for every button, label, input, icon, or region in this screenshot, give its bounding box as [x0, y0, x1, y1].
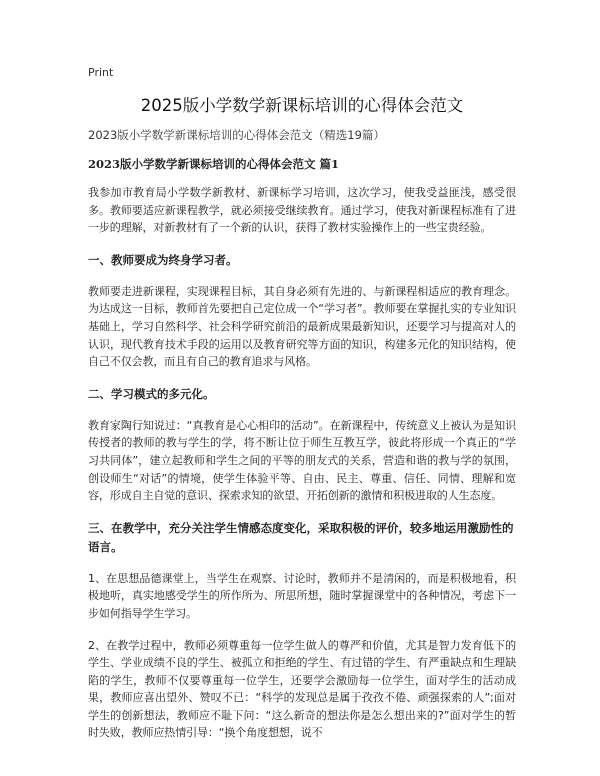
paragraph-intro: 我参加市教育局小学数学新教材、新课标学习培训，这次学习，使我受益匪浅，感受很多。教师要适应新课程教学，就必须接受继续教育。通过学习，使我对新课程标准有了进一步的理解，对新教材有了一个新的认识，获得了教材实验操作上的一些宝贵经验。 — [88, 186, 516, 235]
paragraph-point-1: 1、在思想品德课堂上，当学生在观察、讨论时，教师并不是清闲的，而是积极地看，积极地听，真实地感受学生的所作所为、所思所想，随时掌握课堂中的各种情况，考虑下一步如何指导学生学习。 — [88, 571, 516, 620]
paragraph-point-2: 2、在教学过程中，教师必须尊重每一位学生做人的尊严和价值，尤其是智力发育低下的学生、学业成绩不良的学生、被孤立和拒绝的学生、有过错的学生、有严重缺点和生理缺陷的学生，教师不仅要尊重每一位学生，还要学会激励每一位学生，面对学生的活动成果，教师应喜出望外、赞叹不已：“科学的发现总是属于孜孜不倦、顽强探索的人”;面对学生的创新想法，教师应不耻下问：“这么新奇的想法你是怎么想出来的?”面对学生的暂时失败，教师应热情引导：“换个角度想想，说不 — [88, 638, 516, 740]
paragraph-section-1: 教师要走进新课程，实现课程目标，其自身必须有先进的、与新课程相适应的教育理念。为达成这一目标，教师首先要把自己定位成一个“学习者”。教师要在掌握扎实的专业知识基础上，学习自然科学、社会科学研究前沿的最新成果最新知识，还要学习与提高对人的认识，现代教育技术手段的运用以及教育研究等方面的知识，构建多元化的知识结构，使自己不仅会教，而且有自己的教育追求与风格。 — [88, 284, 516, 369]
article-title: 2023版小学数学新课标培训的心得体会范文 篇1 — [88, 157, 340, 171]
paragraph-section-2: 教育家陶行知说过：“真教育是心心相印的活动”。在新课程中，传统意义上被认为是知识传授者的教师的教与学生的学，将不断让位于师生互教互学，彼此将形成一个真正的“学习共同体”，建立起教师和学生之间的平等的朋友式的关系，营造和谐的教与学的氛围，创设师生“对话”的情境，使学生体验平等、自由、民主、尊重、信任、同情、理解和宽容，形成自主自觉的意识、探索求知的欲望、开拓创新的激情和积极进取的人生态度。 — [88, 418, 516, 503]
document-page — [88, 66, 516, 756]
document-title: 2025版小学数学新课标培训的心得体会范文 — [140, 96, 464, 115]
section-heading-3: 三、在教学中，充分关注学生情感态度变化，采取积极的评价，较多地运用激励性的语言。 — [88, 520, 514, 554]
section-heading-1: 一、教师要成为终身学习者。 — [88, 252, 238, 267]
document-subtitle: 2023版小学数学新课标培训的心得体会范文（精选19篇） — [88, 128, 385, 142]
section-heading-2: 二、学习模式的多元化。 — [88, 386, 215, 401]
print-label[interactable]: Print — [88, 66, 114, 79]
